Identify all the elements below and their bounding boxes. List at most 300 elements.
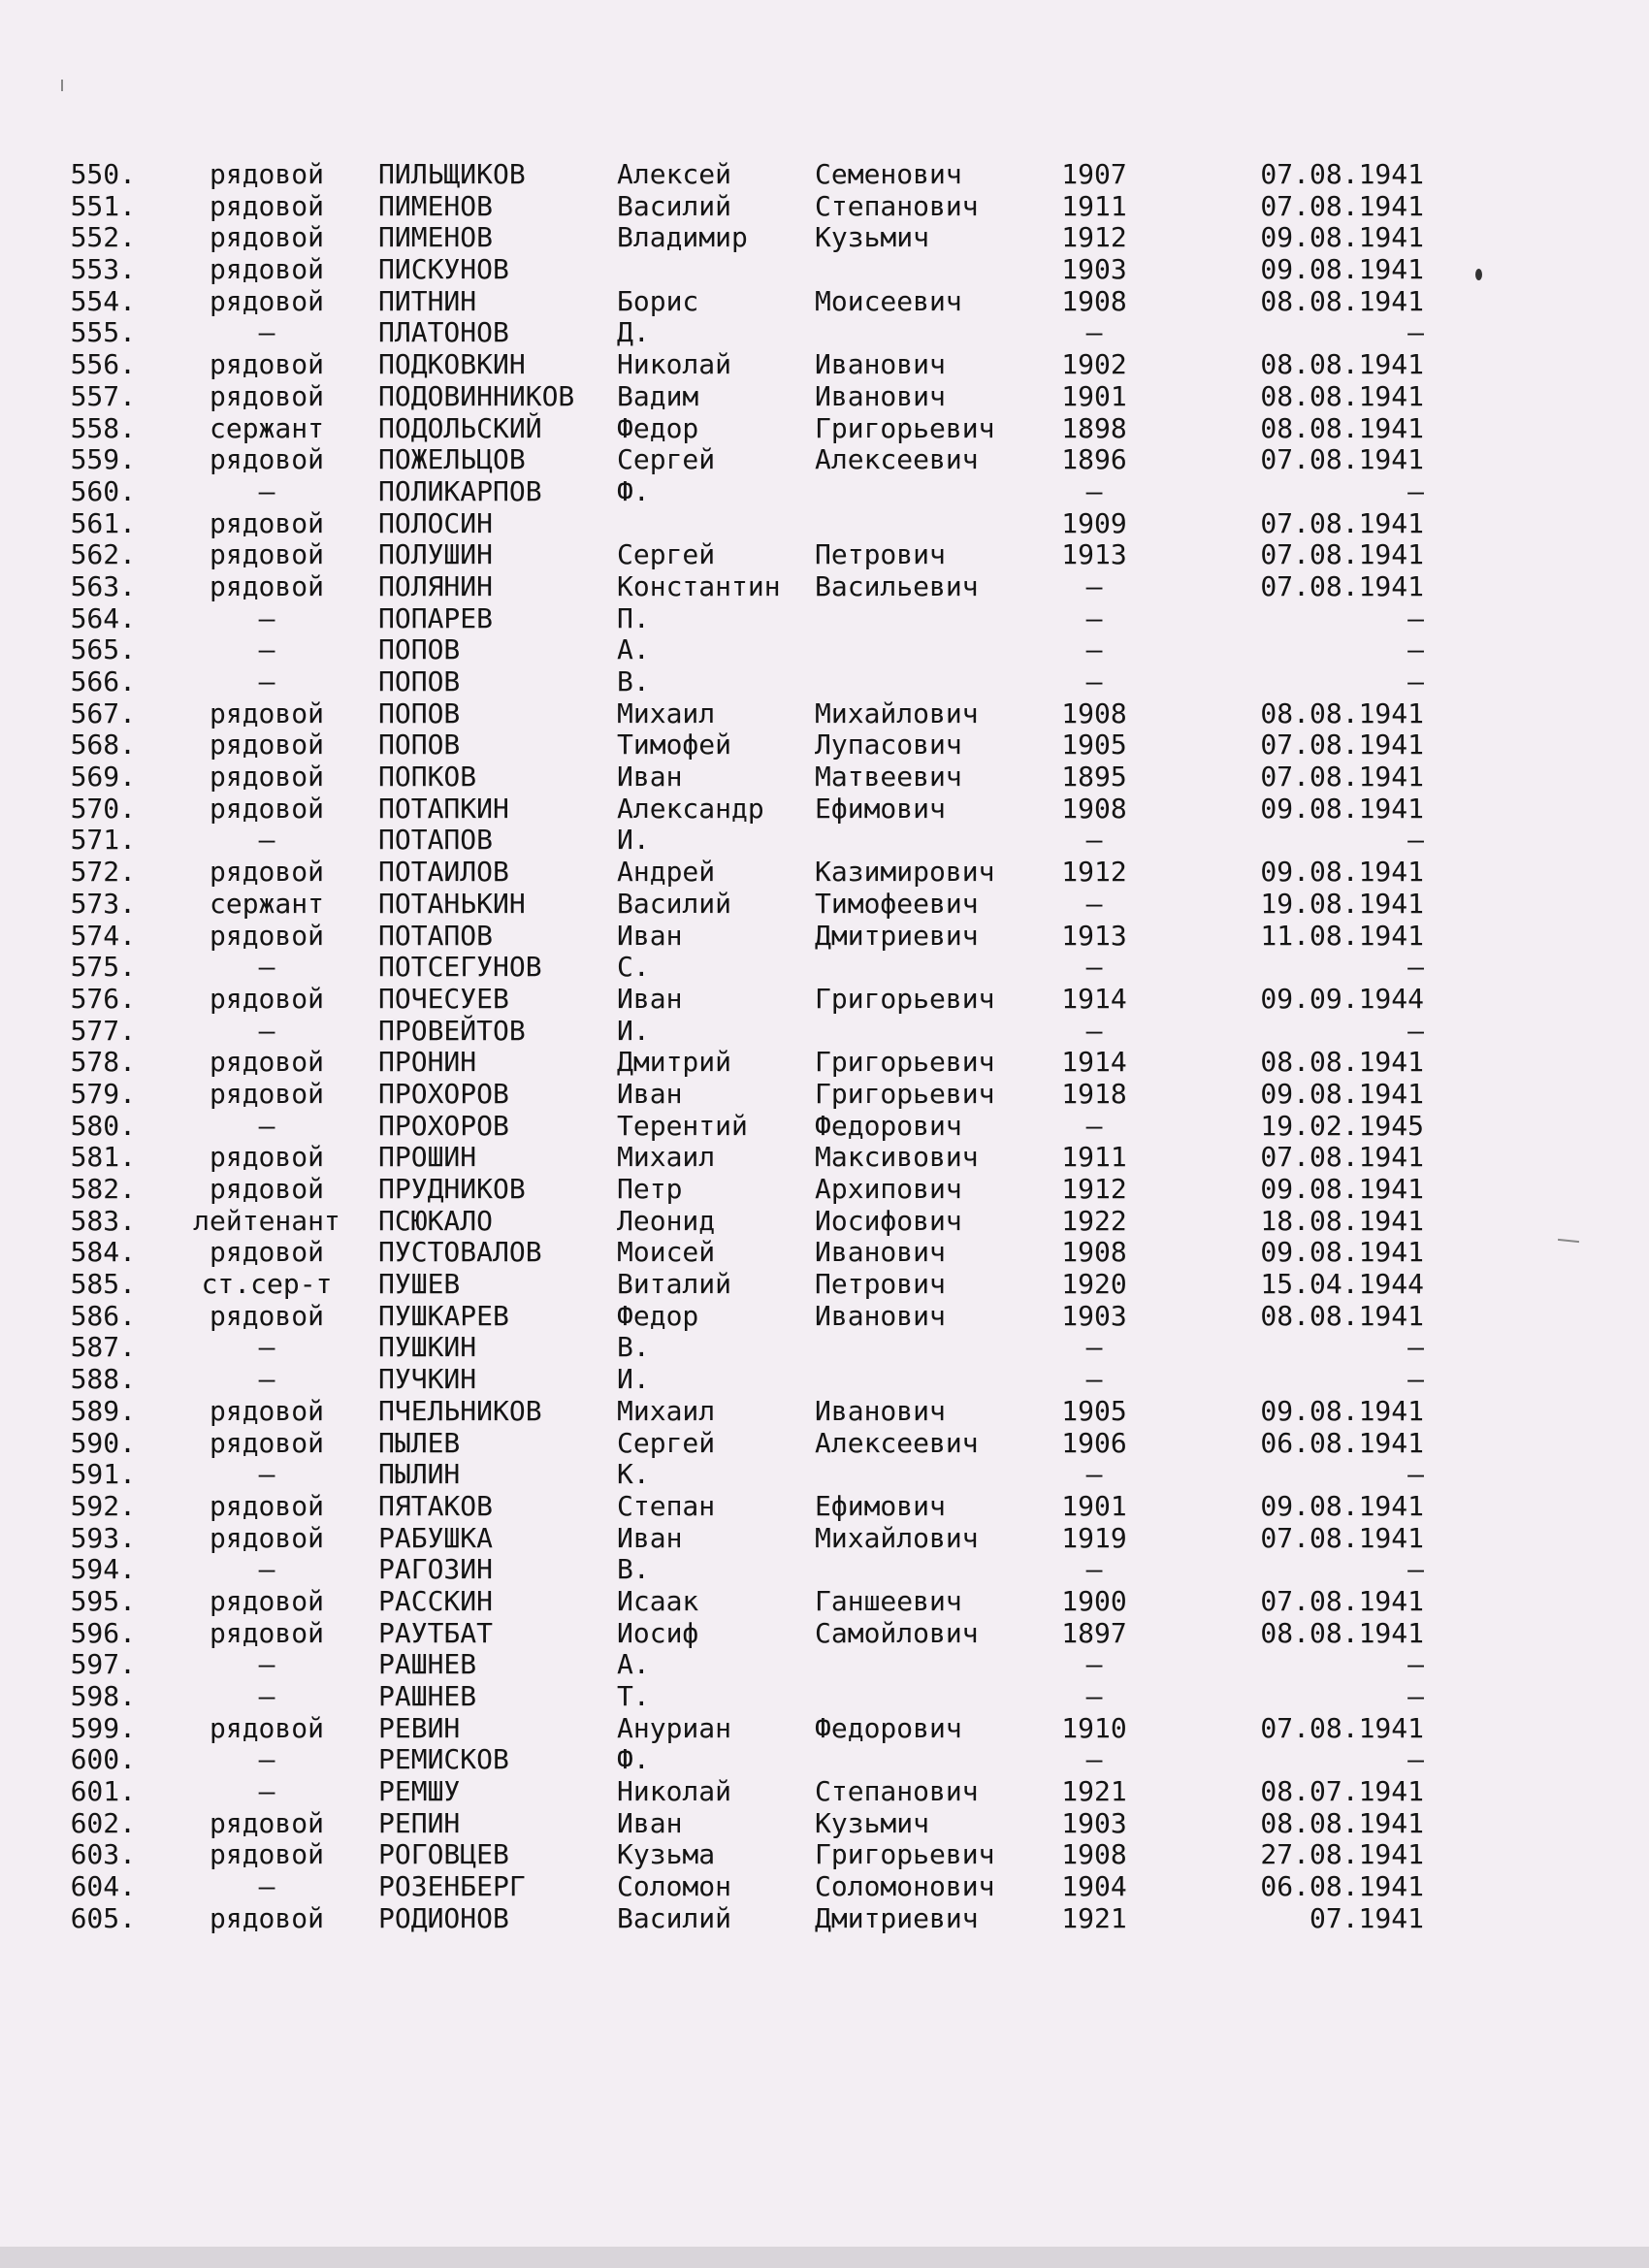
rank: – <box>258 474 275 507</box>
patronymic: Иванович <box>815 379 946 412</box>
surname: ПРОХОРОВ <box>378 1077 509 1110</box>
date: – <box>1407 316 1424 349</box>
rank: рядовой <box>209 1584 324 1617</box>
date: 07.08.1941 <box>1260 189 1424 222</box>
first-name: А. <box>617 1648 650 1681</box>
row-number: 573. <box>70 887 136 920</box>
first-name: А. <box>617 633 650 666</box>
first-name: Исаак <box>617 1584 699 1617</box>
birth-year: – <box>1085 474 1103 507</box>
patronymic: Григорьевич <box>815 1046 995 1079</box>
first-name: Тимофей <box>617 729 732 761</box>
surname: ПОДОВИННИКОВ <box>378 379 575 412</box>
patronymic: Дмитриевич <box>815 919 979 952</box>
first-name: Василий <box>617 887 732 920</box>
patronymic: Михайлович <box>815 697 979 729</box>
row-number: 595. <box>70 1584 136 1617</box>
row-number: 604. <box>70 1870 136 1903</box>
row-number: 577. <box>70 1014 136 1047</box>
surname: РАБУШКА <box>378 1521 494 1554</box>
row-number: 581. <box>70 1141 136 1174</box>
date: 09.08.1941 <box>1260 1489 1424 1522</box>
first-name: Василий <box>617 1901 732 1934</box>
date: 08.08.1941 <box>1260 1046 1424 1079</box>
rank: рядовой <box>209 1141 324 1174</box>
rank: рядовой <box>209 729 324 761</box>
first-name: Д. <box>617 316 650 349</box>
date: 07.08.1941 <box>1260 1711 1424 1744</box>
rank: рядовой <box>209 1173 324 1205</box>
first-name: Иосиф <box>617 1616 699 1649</box>
birth-year: 1914 <box>1061 982 1127 1015</box>
patronymic: Иванович <box>815 1394 946 1427</box>
rank: рядовой <box>209 1046 324 1079</box>
row-number: 572. <box>70 856 136 889</box>
patronymic: Михайлович <box>815 1521 979 1554</box>
surname: ПСЮКАЛО <box>378 1204 494 1237</box>
surname: ПОДКОВКИН <box>378 348 526 381</box>
surname: ПОЛЯНИН <box>378 569 494 602</box>
rank: рядовой <box>209 569 324 602</box>
patronymic: Тимофеевич <box>815 887 979 920</box>
row-number: 603. <box>70 1838 136 1871</box>
date: – <box>1407 1680 1424 1712</box>
rank: рядовой <box>209 919 324 952</box>
patronymic: Алексеевич <box>815 443 979 476</box>
first-name: Иван <box>617 982 683 1015</box>
rank: лейтенант <box>193 1204 340 1237</box>
first-name: Иван <box>617 1521 683 1554</box>
patronymic: Иванович <box>815 1236 946 1269</box>
row-number: 588. <box>70 1363 136 1396</box>
patronymic: Архипович <box>815 1173 962 1205</box>
date: 11.08.1941 <box>1260 919 1424 952</box>
row-number: 553. <box>70 253 136 286</box>
rank: – <box>258 1680 275 1712</box>
first-name: Андрей <box>617 856 716 889</box>
date: 08.08.1941 <box>1260 1806 1424 1839</box>
date: – <box>1407 824 1424 857</box>
first-name: Алексей <box>617 158 732 190</box>
rank: сержант <box>209 411 324 444</box>
rank: – <box>258 665 275 697</box>
surname: ПУШКАРЕВ <box>378 1299 509 1332</box>
rank: рядовой <box>209 284 324 317</box>
date: 19.08.1941 <box>1260 887 1424 920</box>
patronymic: Иосифович <box>815 1204 962 1237</box>
date: – <box>1407 665 1424 697</box>
surname: ПОТАПОВ <box>378 919 494 952</box>
row-number: 578. <box>70 1046 136 1079</box>
rank: рядовой <box>209 1806 324 1839</box>
surname: ПУШКИН <box>378 1331 477 1364</box>
surname: РЕМШУ <box>378 1775 461 1808</box>
first-name: Сергей <box>617 1426 716 1459</box>
rank: рядовой <box>209 158 324 190</box>
birth-year: 1907 <box>1061 158 1127 190</box>
first-name: Вадим <box>617 379 699 412</box>
date: 18.08.1941 <box>1260 1204 1424 1237</box>
surname: ПОЛУШИН <box>378 538 494 571</box>
first-name: Борис <box>617 284 699 317</box>
date: 09.08.1941 <box>1260 221 1424 254</box>
rank: – <box>258 1014 275 1047</box>
surname: РОЗЕНБЕРГ <box>378 1870 526 1903</box>
row-number: 597. <box>70 1648 136 1681</box>
birth-year: 1920 <box>1061 1268 1127 1301</box>
date: 07.08.1941 <box>1260 158 1424 190</box>
birth-year: 1908 <box>1061 1236 1127 1269</box>
birth-year: 1913 <box>1061 538 1127 571</box>
patronymic: Григорьевич <box>815 982 995 1015</box>
birth-year: 1921 <box>1061 1901 1127 1934</box>
birth-year: – <box>1085 1331 1103 1364</box>
rank: рядовой <box>209 379 324 412</box>
surname: ПЛАТОНОВ <box>378 316 509 349</box>
birth-year: 1919 <box>1061 1521 1127 1554</box>
patronymic: Федорович <box>815 1109 962 1142</box>
date: – <box>1407 1363 1424 1396</box>
date: – <box>1407 601 1424 634</box>
date: – <box>1407 1331 1424 1364</box>
date: 08.08.1941 <box>1260 697 1424 729</box>
row-number: 550. <box>70 158 136 190</box>
birth-year: – <box>1085 824 1103 857</box>
patronymic: Кузьмич <box>815 221 930 254</box>
first-name: Михаил <box>617 1394 716 1427</box>
surname: РАШНЕВ <box>378 1648 477 1681</box>
row-number: 556. <box>70 348 136 381</box>
birth-year: – <box>1085 1648 1103 1681</box>
patronymic: Федорович <box>815 1711 962 1744</box>
patronymic: Степанович <box>815 189 979 222</box>
row-number: 586. <box>70 1299 136 1332</box>
surname: ПОЛОСИН <box>378 506 494 539</box>
row-number: 551. <box>70 189 136 222</box>
row-number: 571. <box>70 824 136 857</box>
row-number: 574. <box>70 919 136 952</box>
surname: ПОЖЕЛЬЦОВ <box>378 443 526 476</box>
rank: рядовой <box>209 1426 324 1459</box>
date: 08.08.1941 <box>1260 379 1424 412</box>
scan-speck <box>1475 269 1482 280</box>
surname: ПОПКОВ <box>378 761 477 794</box>
first-name: И. <box>617 1014 650 1047</box>
rank: рядовой <box>209 443 324 476</box>
patronymic: Григорьевич <box>815 411 995 444</box>
scan-edge <box>0 2247 1649 2268</box>
surname: ПИТНИН <box>378 284 477 317</box>
rank: – <box>258 1458 275 1491</box>
patronymic: Ефимович <box>815 1489 946 1522</box>
first-name: В. <box>617 1331 650 1364</box>
rank: рядовой <box>209 1521 324 1554</box>
surname: ПРОВЕЙТОВ <box>378 1014 526 1047</box>
patronymic: Петрович <box>815 538 946 571</box>
birth-year: 1896 <box>1061 443 1127 476</box>
birth-year: – <box>1085 887 1103 920</box>
surname: РАШНЕВ <box>378 1680 477 1712</box>
birth-year: 1909 <box>1061 506 1127 539</box>
first-name: В. <box>617 1553 650 1586</box>
row-number: 583. <box>70 1204 136 1237</box>
surname: ПОПОВ <box>378 729 461 761</box>
row-number: 557. <box>70 379 136 412</box>
rank: рядовой <box>209 253 324 286</box>
birth-year: 1901 <box>1061 379 1127 412</box>
surname: ПРОНИН <box>378 1046 477 1079</box>
first-name: Т. <box>617 1680 650 1712</box>
birth-year: 1902 <box>1061 348 1127 381</box>
rank: рядовой <box>209 1236 324 1269</box>
rank: рядовой <box>209 221 324 254</box>
first-name: Константин <box>617 569 781 602</box>
surname: ПОДОЛЬСКИЙ <box>378 411 542 444</box>
date: – <box>1407 1014 1424 1047</box>
first-name: Николай <box>617 1775 732 1808</box>
row-number: 569. <box>70 761 136 794</box>
date: 07.08.1941 <box>1260 1521 1424 1554</box>
first-name: Николай <box>617 348 732 381</box>
first-name: Федор <box>617 1299 699 1332</box>
surname: ПОПОВ <box>378 665 461 697</box>
row-number: 566. <box>70 665 136 697</box>
birth-year: 1908 <box>1061 792 1127 825</box>
rank: – <box>258 1109 275 1142</box>
first-name: Ануриан <box>617 1711 732 1744</box>
birth-year: – <box>1085 569 1103 602</box>
surname: ПОПОВ <box>378 697 461 729</box>
date: 09.08.1941 <box>1260 1077 1424 1110</box>
row-number: 552. <box>70 221 136 254</box>
date: 09.08.1941 <box>1260 1394 1424 1427</box>
birth-year: – <box>1085 1014 1103 1047</box>
rank: рядовой <box>209 1394 324 1427</box>
date: 07.08.1941 <box>1260 506 1424 539</box>
row-number: 561. <box>70 506 136 539</box>
first-name: Кузьма <box>617 1838 716 1871</box>
patronymic: Дмитриевич <box>815 1901 979 1934</box>
first-name: Моисей <box>617 1236 716 1269</box>
birth-year: 1898 <box>1061 411 1127 444</box>
first-name: Дмитрий <box>617 1046 732 1079</box>
first-name: Федор <box>617 411 699 444</box>
date: – <box>1407 1458 1424 1491</box>
date: 09.08.1941 <box>1260 856 1424 889</box>
birth-year: – <box>1085 1458 1103 1491</box>
rank: рядовой <box>209 1077 324 1110</box>
first-name: Иван <box>617 1806 683 1839</box>
patronymic: Ганшеевич <box>815 1584 962 1617</box>
date: 09.08.1941 <box>1260 792 1424 825</box>
row-number: 575. <box>70 951 136 984</box>
surname: ПОТАИЛОВ <box>378 856 509 889</box>
first-name: Терентий <box>617 1109 748 1142</box>
date: 08.07.1941 <box>1260 1775 1424 1808</box>
rank: рядовой <box>209 1489 324 1522</box>
date: – <box>1407 1648 1424 1681</box>
row-number: 565. <box>70 633 136 666</box>
row-number: 580. <box>70 1109 136 1142</box>
rank: – <box>258 316 275 349</box>
birth-year: 1922 <box>1061 1204 1127 1237</box>
birth-year: 1908 <box>1061 697 1127 729</box>
date: 08.08.1941 <box>1260 284 1424 317</box>
first-name: Иван <box>617 919 683 952</box>
date: 06.08.1941 <box>1260 1870 1424 1903</box>
birth-year: – <box>1085 1743 1103 1776</box>
date: 08.08.1941 <box>1260 348 1424 381</box>
birth-year: – <box>1085 665 1103 697</box>
first-name: Михаил <box>617 697 716 729</box>
rank: – <box>258 633 275 666</box>
first-name: И. <box>617 1363 650 1396</box>
patronymic: Иванович <box>815 1299 946 1332</box>
surname: ПРОХОРОВ <box>378 1109 509 1142</box>
row-number: 591. <box>70 1458 136 1491</box>
rank: – <box>258 1363 275 1396</box>
rank: рядовой <box>209 1901 324 1934</box>
surname: ПОТАПОВ <box>378 824 494 857</box>
row-number: 593. <box>70 1521 136 1554</box>
row-number: 600. <box>70 1743 136 1776</box>
row-number: 590. <box>70 1426 136 1459</box>
birth-year: 1905 <box>1061 729 1127 761</box>
row-number: 594. <box>70 1553 136 1586</box>
patronymic: Самойлович <box>815 1616 979 1649</box>
date: 08.08.1941 <box>1260 1299 1424 1332</box>
surname: ПОТАНЬКИН <box>378 887 526 920</box>
first-name: Виталий <box>617 1268 732 1301</box>
birth-year: 1913 <box>1061 919 1127 952</box>
row-number: 570. <box>70 792 136 825</box>
date: 07.08.1941 <box>1260 443 1424 476</box>
row-number: 563. <box>70 569 136 602</box>
surname: РОГОВЦЕВ <box>378 1838 509 1871</box>
first-name: П. <box>617 601 650 634</box>
patronymic: Семенович <box>815 158 962 190</box>
row-number: 562. <box>70 538 136 571</box>
date: 08.08.1941 <box>1260 411 1424 444</box>
surname: ПИСКУНОВ <box>378 253 509 286</box>
patronymic: Лупасович <box>815 729 962 761</box>
first-name: Петр <box>617 1173 683 1205</box>
birth-year: – <box>1085 1553 1103 1586</box>
date: 07.08.1941 <box>1260 761 1424 794</box>
date: 07.08.1941 <box>1260 569 1424 602</box>
rank: рядовой <box>209 982 324 1015</box>
first-name: Леонид <box>617 1204 716 1237</box>
birth-year: 1908 <box>1061 284 1127 317</box>
row-number: 567. <box>70 697 136 729</box>
rank: рядовой <box>209 792 324 825</box>
row-number: 601. <box>70 1775 136 1808</box>
first-name: Сергей <box>617 443 716 476</box>
birth-year: 1900 <box>1061 1584 1127 1617</box>
first-name: Василий <box>617 189 732 222</box>
patronymic: Максивович <box>815 1141 979 1174</box>
row-number: 584. <box>70 1236 136 1269</box>
birth-year: 1906 <box>1061 1426 1127 1459</box>
rank: рядовой <box>209 856 324 889</box>
surname: РАССКИН <box>378 1584 494 1617</box>
birth-year: – <box>1085 633 1103 666</box>
date: 09.08.1941 <box>1260 1236 1424 1269</box>
scan-mark <box>1558 1239 1579 1243</box>
patronymic: Алексеевич <box>815 1426 979 1459</box>
row-number: 592. <box>70 1489 136 1522</box>
row-number: 560. <box>70 474 136 507</box>
row-number: 602. <box>70 1806 136 1839</box>
surname: ПРОШИН <box>378 1141 477 1174</box>
rank: рядовой <box>209 697 324 729</box>
birth-year: 1910 <box>1061 1711 1127 1744</box>
rank: – <box>258 824 275 857</box>
rank: – <box>258 1775 275 1808</box>
date: 09.09.1944 <box>1260 982 1424 1015</box>
birth-year: 1911 <box>1061 189 1127 222</box>
birth-year: – <box>1085 1109 1103 1142</box>
surname: ПЧЕЛЬНИКОВ <box>378 1394 542 1427</box>
surname: ПОТСЕГУНОВ <box>378 951 542 984</box>
rank: – <box>258 601 275 634</box>
patronymic: Соломонович <box>815 1870 995 1903</box>
row-number: 558. <box>70 411 136 444</box>
row-number: 564. <box>70 601 136 634</box>
birth-year: 1912 <box>1061 856 1127 889</box>
patronymic: Ефимович <box>815 792 946 825</box>
date: 09.08.1941 <box>1260 253 1424 286</box>
surname: ПИМЕНОВ <box>378 221 494 254</box>
surname: ПУЧКИН <box>378 1363 477 1396</box>
patronymic: Петрович <box>815 1268 946 1301</box>
scan-mark <box>61 80 63 91</box>
birth-year: 1911 <box>1061 1141 1127 1174</box>
first-name: Владимир <box>617 221 748 254</box>
birth-year: 1897 <box>1061 1616 1127 1649</box>
surname: ПОПАРЕВ <box>378 601 494 634</box>
row-number: 585. <box>70 1268 136 1301</box>
patronymic: Григорьевич <box>815 1077 995 1110</box>
first-name: Степан <box>617 1489 716 1522</box>
birth-year: – <box>1085 951 1103 984</box>
date: 07.08.1941 <box>1260 1584 1424 1617</box>
date: – <box>1407 633 1424 666</box>
birth-year: – <box>1085 1363 1103 1396</box>
rank: рядовой <box>209 1616 324 1649</box>
rank: рядовой <box>209 506 324 539</box>
birth-year: 1921 <box>1061 1775 1127 1808</box>
date: 08.08.1941 <box>1260 1616 1424 1649</box>
first-name: И. <box>617 824 650 857</box>
birth-year: – <box>1085 316 1103 349</box>
row-number: 605. <box>70 1901 136 1934</box>
first-name: С. <box>617 951 650 984</box>
rank: рядовой <box>209 1299 324 1332</box>
patronymic: Степанович <box>815 1775 979 1808</box>
surname: ПОЛИКАРПОВ <box>378 474 542 507</box>
birth-year: 1903 <box>1061 253 1127 286</box>
birth-year: 1908 <box>1061 1838 1127 1871</box>
rank: рядовой <box>209 348 324 381</box>
surname: ПИЛЬЩИКОВ <box>378 158 526 190</box>
row-number: 582. <box>70 1173 136 1205</box>
surname: РЕМИСКОВ <box>378 1743 509 1776</box>
row-number: 598. <box>70 1680 136 1712</box>
date: – <box>1407 1553 1424 1586</box>
first-name: Соломон <box>617 1870 732 1903</box>
surname: ПЫЛЕВ <box>378 1426 461 1459</box>
